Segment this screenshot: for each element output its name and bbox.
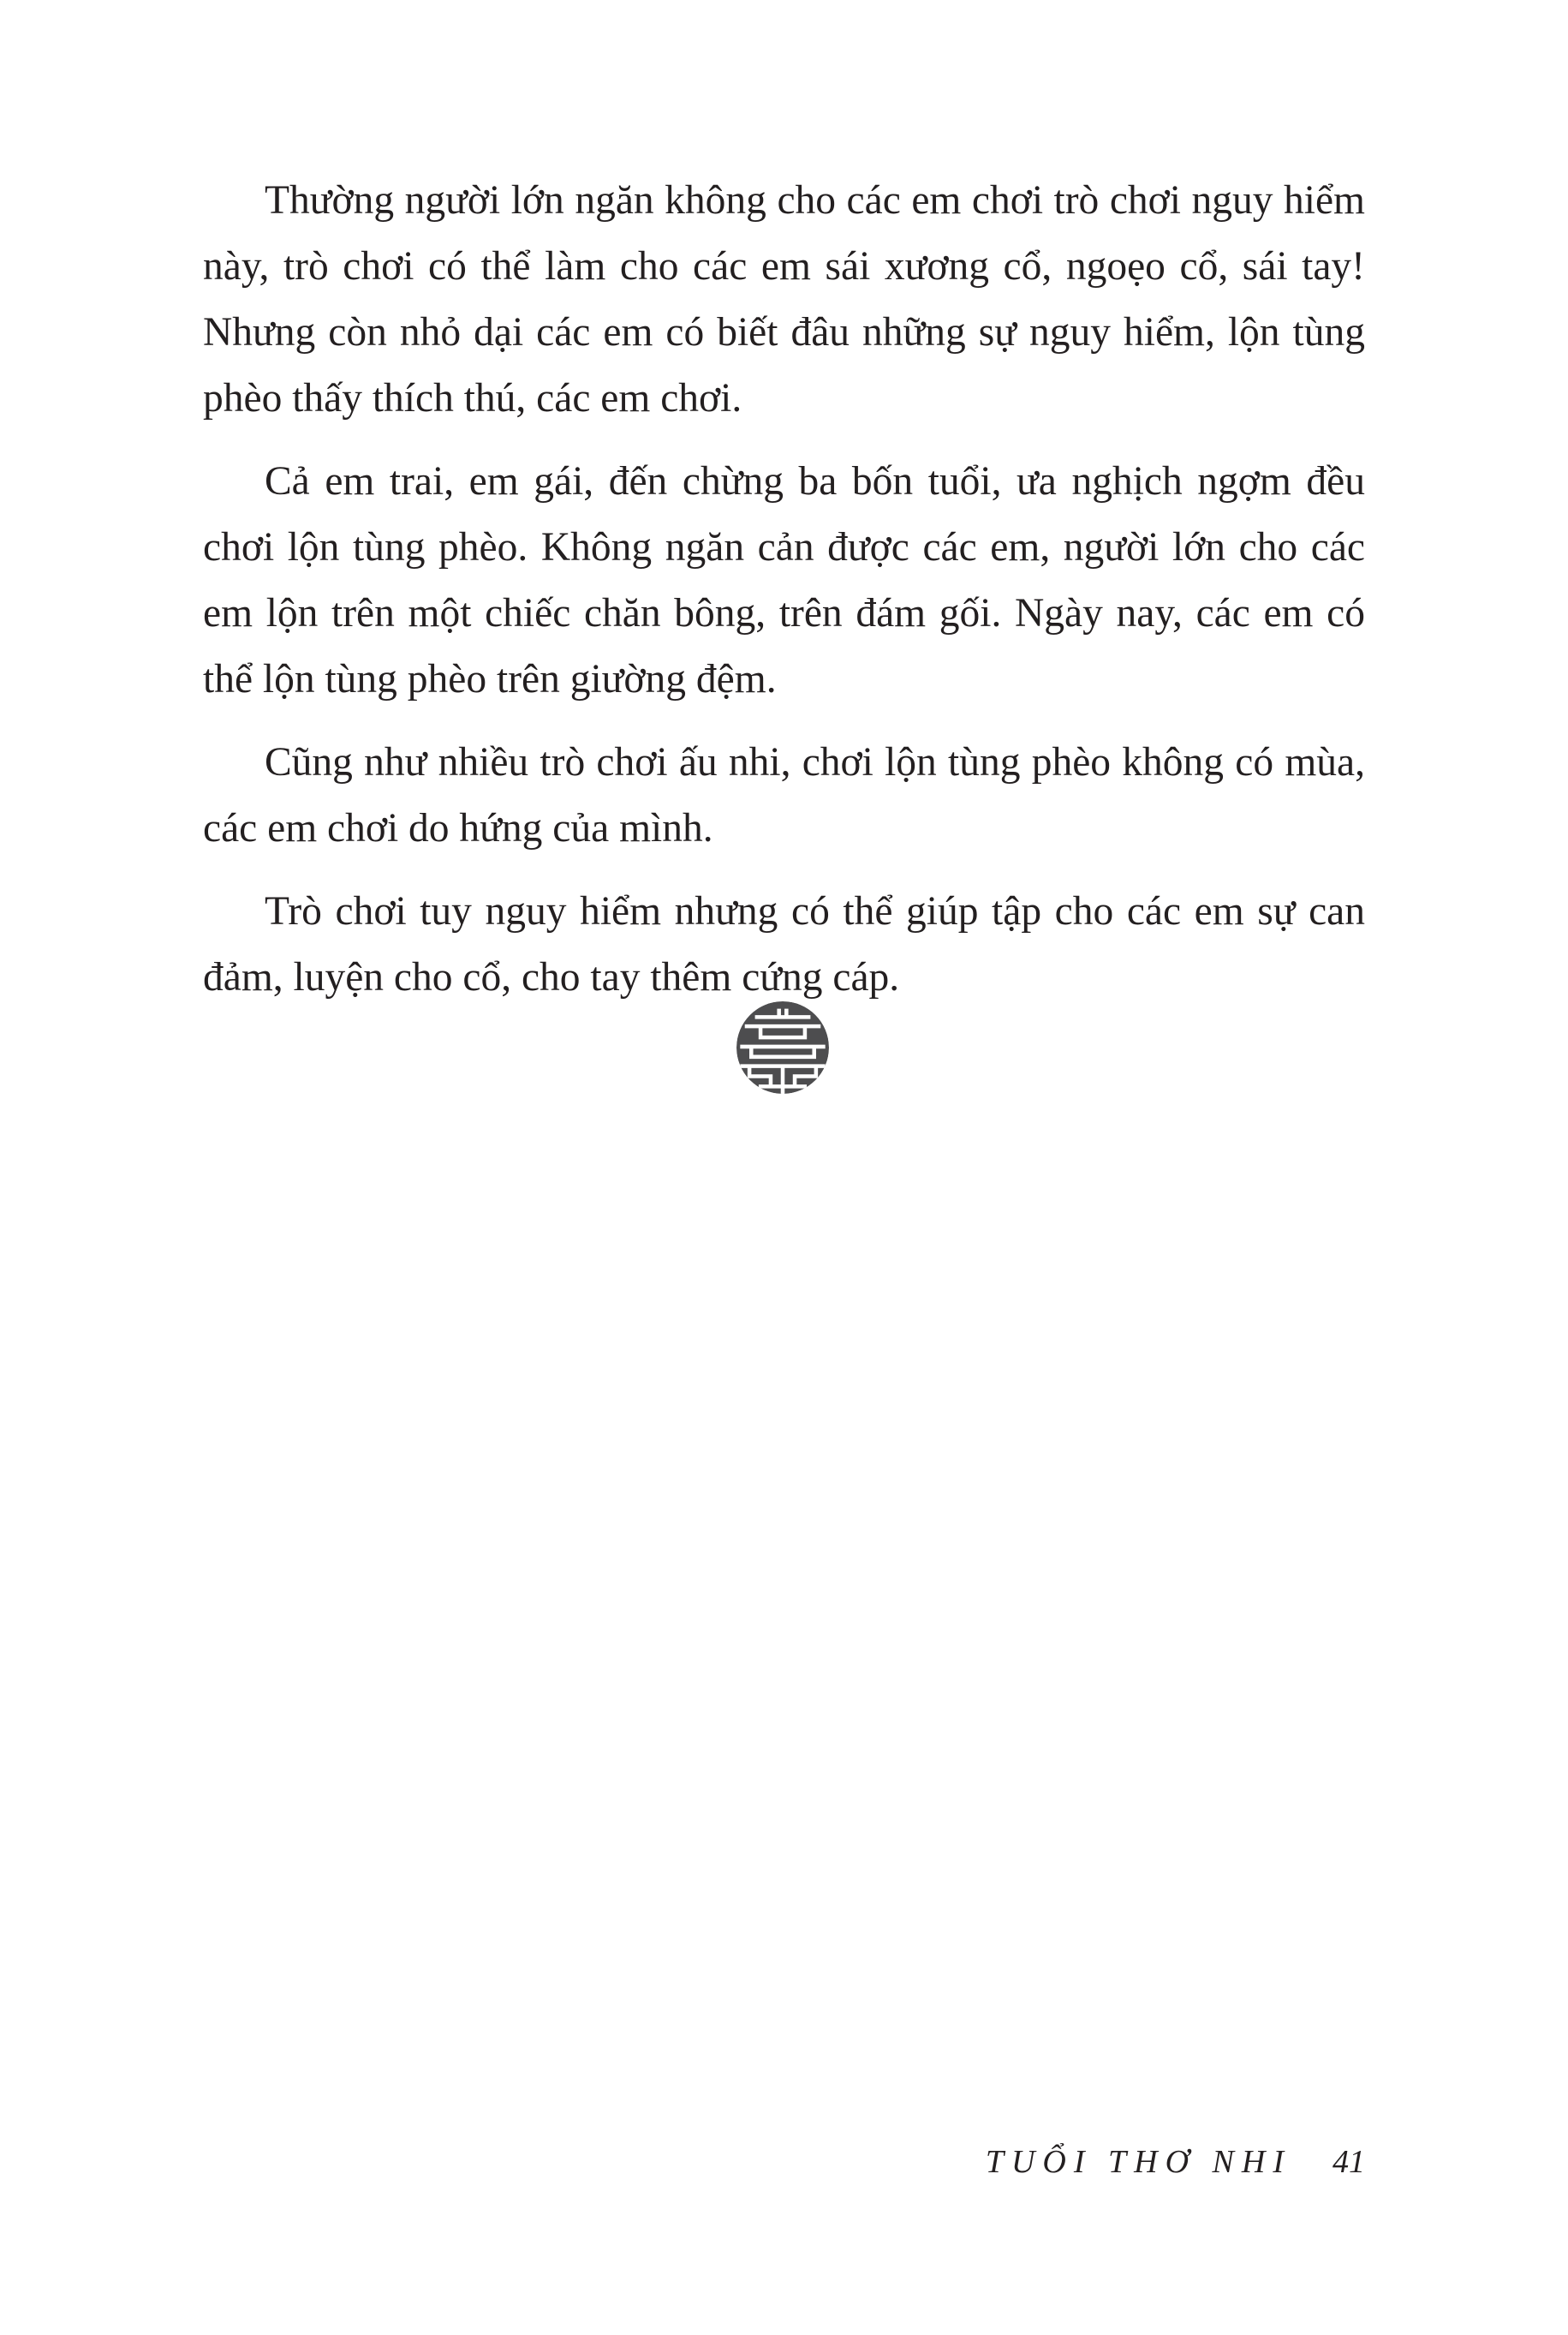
shou-longevity-symbol-icon — [736, 1001, 829, 1094]
paragraph-1: Thường người lớn ngăn không cho các em chơi trò chơi nguy hiểm này, trò chơi có thể làm cho các em sái xương cổ, ngoẹo cổ, sái tay! Nhưng còn nhỏ dại các em có biết đâu những sự nguy hiểm, lộn tùng phèo thấy thích thú, các em chơi. — [203, 178, 1365, 421]
page-number: 41 — [1333, 2144, 1365, 2180]
paragraph-4: Trò chơi tuy nguy hiểm nhưng có thể giúp tập cho các em sự can đảm, luyện cho cổ, cho tay thêm cứng cáp. — [203, 889, 1365, 1000]
paragraph-3: Cũng như nhiều trò chơi ấu nhi, chơi lộn tùng phèo không có mùa, các em chơi do hứng của mình. — [203, 740, 1365, 851]
page-footer — [986, 2143, 1365, 2181]
running-title: TUỔI THƠ NHI — [985, 2144, 1291, 2180]
body-text — [203, 168, 1365, 1028]
paragraph-2: Cả em trai, em gái, đến chừng ba bốn tuổi, ưa nghịch ngợm đều chơi lộn tùng phèo. Không ngăn cản được các em, người lớn cho các em lộn trên một chiếc chăn bông, trên đám gối. Ngày nay, các em có thể lộn tùng phèo trên giường đệm. — [203, 459, 1365, 702]
